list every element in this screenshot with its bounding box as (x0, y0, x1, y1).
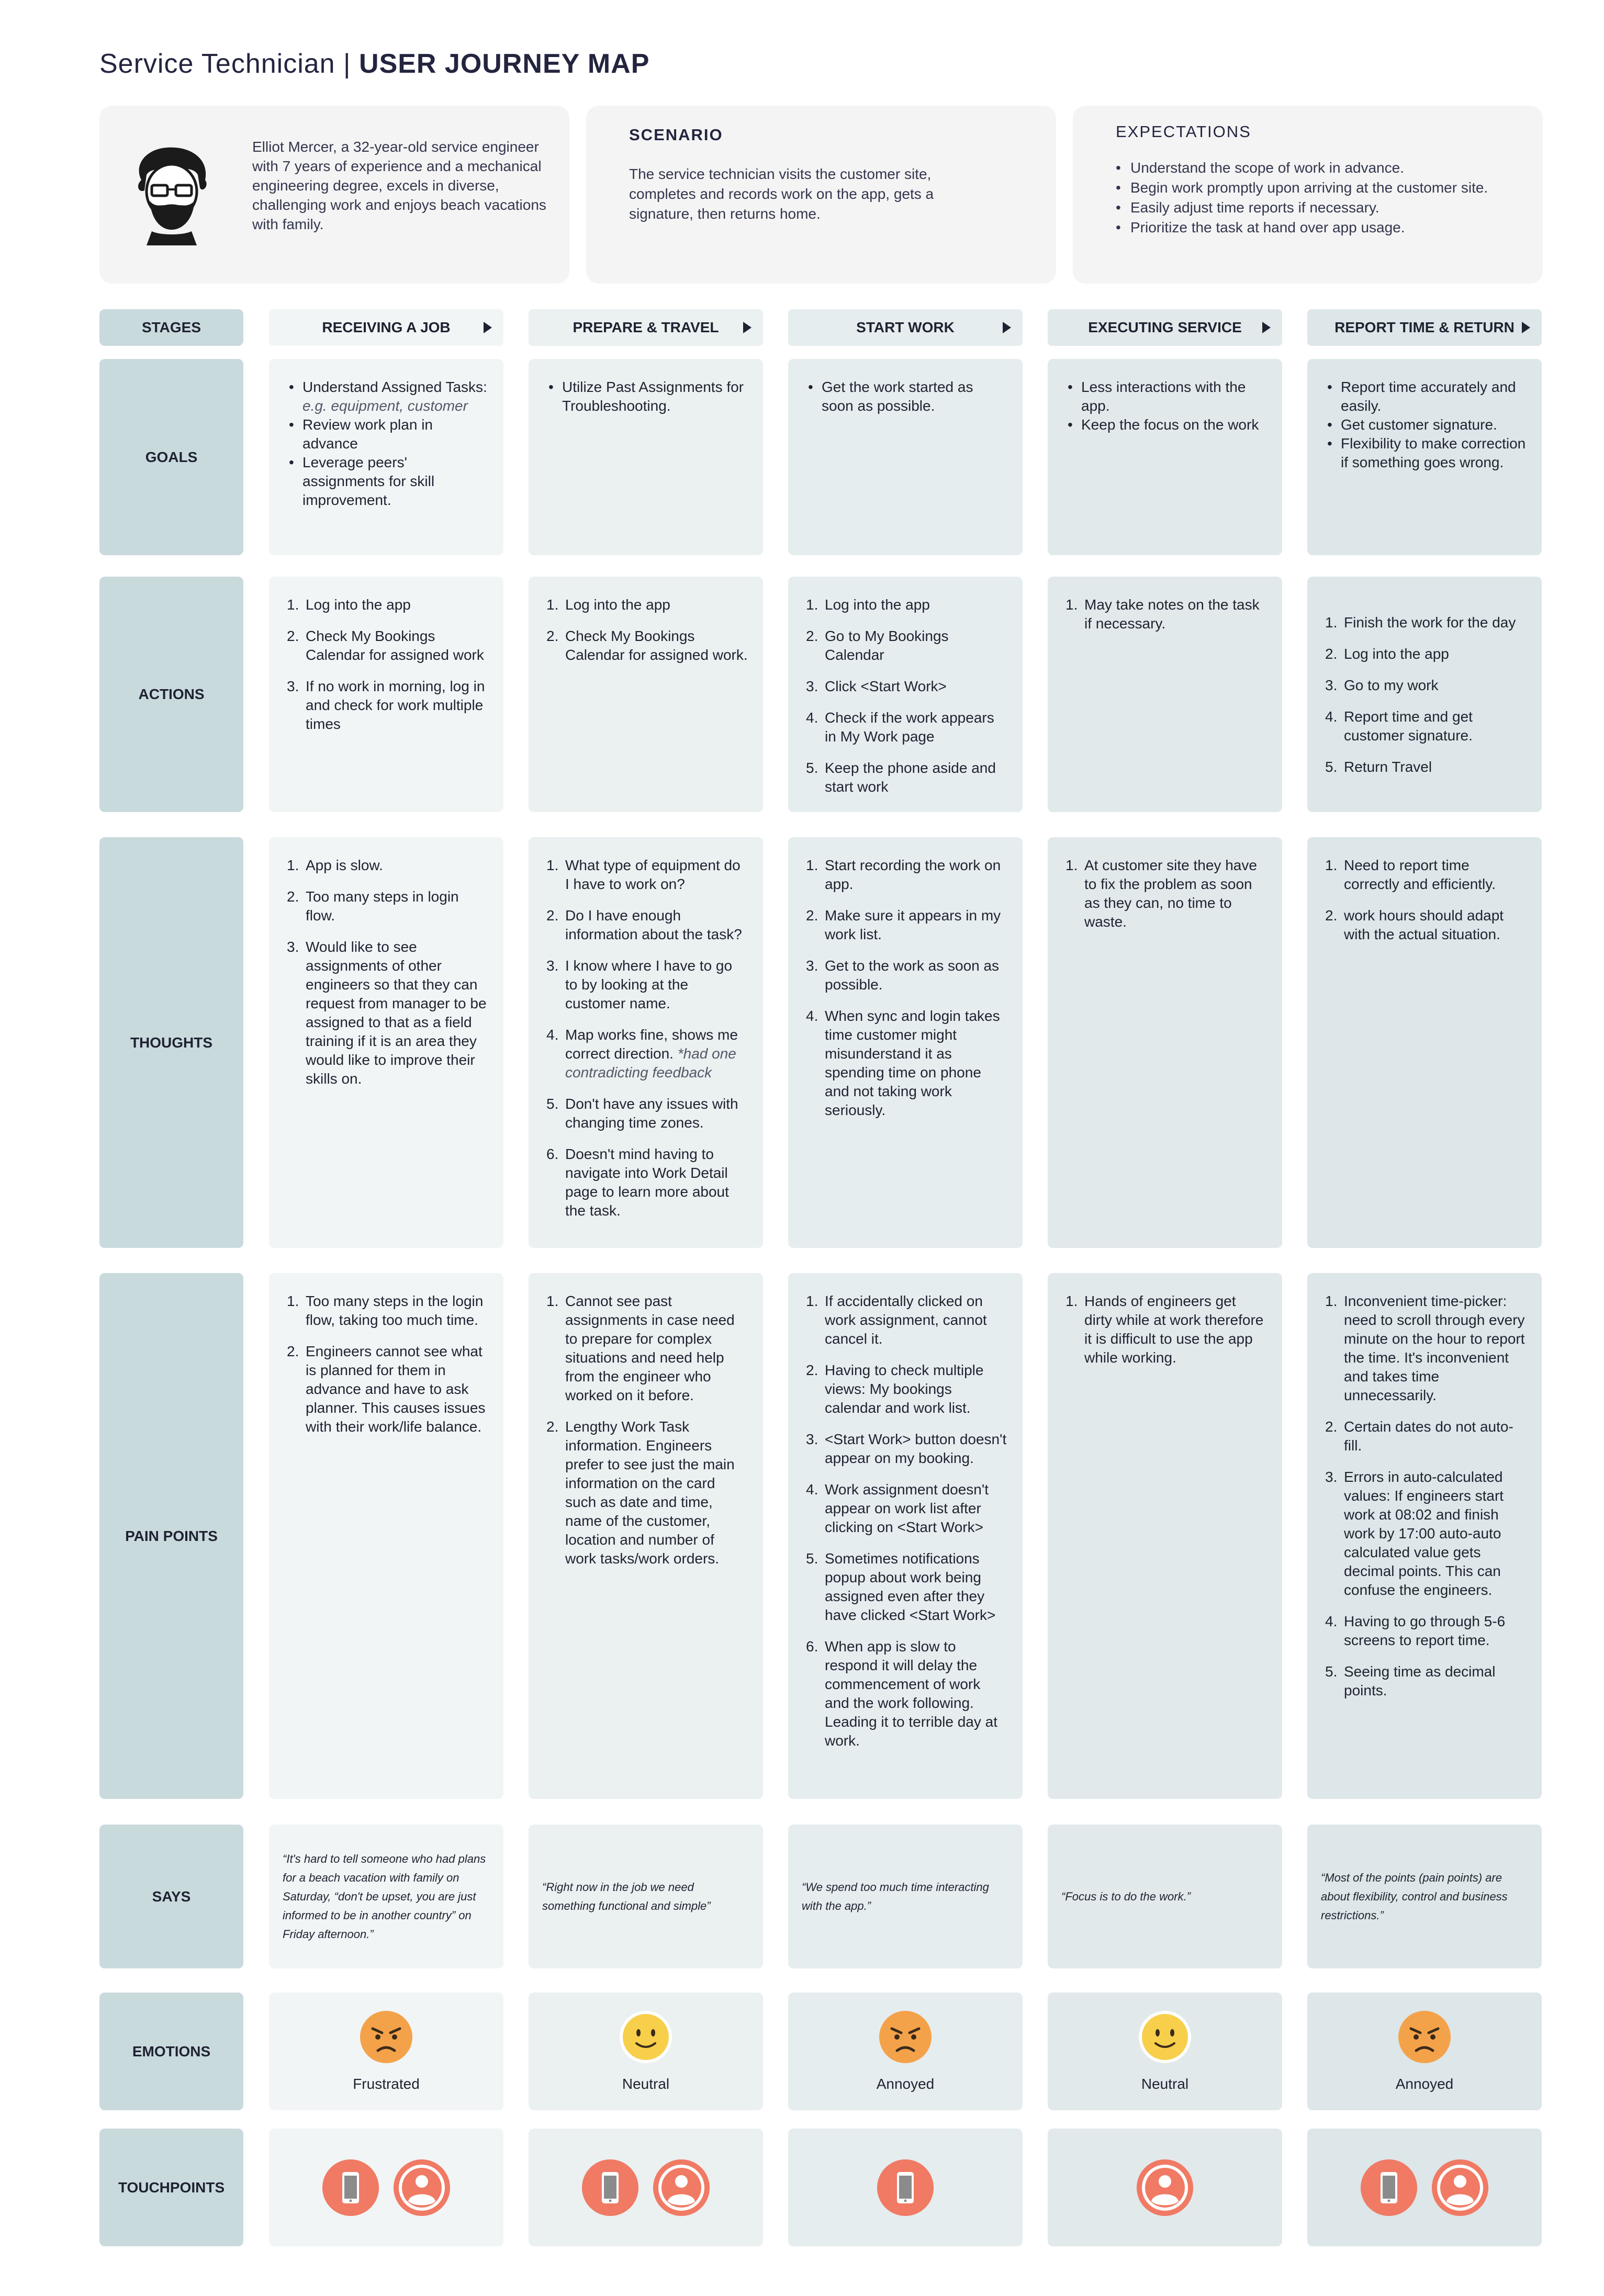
play-arrow-icon (1262, 322, 1271, 333)
scenario-text: The service technician visits the customer site, completes and records work on the app, gets a signature, then returns home. (629, 166, 934, 222)
says-quote: “Most of the points (pain points) are about flexibility, control and business restrictions.” (1307, 1825, 1542, 1968)
pain-point-item: 5. Sometimes notifications popup about work being assigned even after they have clicked <Start Work> (806, 1550, 996, 1623)
goal-item: • Keep the focus on the work (1065, 415, 1268, 434)
goal-item: • Flexibility to make correction if something goes wrong. (1325, 434, 1527, 472)
actions-cell (529, 577, 763, 812)
expectations-list (1116, 158, 1513, 238)
action-item: 4. Report time and get customer signature. (1325, 708, 1473, 744)
thought-item: 3. Would like to see assignments of other engineers so that they can request from manager to be assigned to that as a field training if it is an area they would like to improve their skills on. (287, 939, 487, 1087)
action-item: 5. Keep the phone aside and start work (806, 760, 996, 795)
engineer-avatar-icon (131, 143, 212, 248)
play-arrow-icon (1522, 322, 1530, 333)
goal-item: • Review work plan in advance (287, 415, 489, 453)
actions-cell (269, 577, 503, 812)
pain-point-item: 6. When app is slow to respond it will delay the commencement of work and the work following. Leading it to terrible day at work. (806, 1638, 997, 1749)
action-item: 1. Finish the work for the day (1325, 614, 1516, 631)
thought-item: 1. What type of equipment do I have to work on? (546, 857, 741, 892)
touchpoints-cell (1307, 2129, 1542, 2246)
action-item: 1. Log into the app (806, 596, 930, 613)
person-icon (1432, 2159, 1488, 2216)
phone-icon (877, 2159, 934, 2216)
pain-point-item: 5. Seeing time as decimal points. (1325, 1663, 1496, 1698)
row-label-says: SAYS (99, 1825, 243, 1968)
expectation-item: • Prioritize the task at hand over app usage. (1116, 218, 1513, 238)
actions-cell (1307, 577, 1542, 812)
scenario-heading: SCENARIO (629, 126, 723, 144)
persona-description: Elliot Mercer, a 32-year-old service engineer with 7 years of experience and a mechanical engineering degree, excels in diverse, challenging work and enjoys beach vacations with family. (252, 139, 546, 232)
pain-point-item: 1. Hands of engineers get dirty while at work therefore it is difficult to use the app while working. (1065, 1293, 1264, 1366)
emotion-cell (788, 1993, 1023, 2110)
person-icon (653, 2159, 710, 2216)
emotion-label: Neutral (1141, 2075, 1189, 2092)
goal-item: • Utilize Past Assignments for Troubleshooting. (546, 378, 748, 415)
actions-cell (1048, 577, 1282, 812)
thoughts-cell (1307, 837, 1542, 1248)
expectation-item: • Begin work promptly upon arriving at the customer site. (1116, 178, 1513, 198)
stage-prepare-travel: PREPARE & TRAVEL (529, 309, 763, 346)
thought-item: 2. work hours should adapt with the actual situation. (1325, 907, 1504, 942)
action-item: 2. Check My Bookings Calendar for assigned work. (546, 628, 748, 663)
row-label-thoughts: THOUGHTS (99, 837, 243, 1248)
pain-point-item: 4. Having to go through 5-6 screens to report time. (1325, 1613, 1506, 1648)
emotion-label: Neutral (622, 2075, 670, 2092)
thought-item: 6. Doesn't mind having to navigate into Work Detail page to learn more about the task. (546, 1146, 729, 1219)
goals-cell (1048, 359, 1282, 555)
thought-item: 3. Get to the work as soon as possible. (806, 958, 1000, 993)
row-label-emotions: EMOTIONS (99, 1993, 243, 2110)
row-label-touchpoints: TOUCHPOINTS (99, 2129, 243, 2246)
goal-item: • Report time accurately and easily. (1325, 378, 1527, 415)
action-item: 2. Check My Bookings Calendar for assigned work (287, 628, 484, 663)
action-item: 5. Return Travel (1325, 759, 1432, 775)
pain-points-cell (1048, 1273, 1282, 1799)
thought-item: 1. Start recording the work on app. (806, 857, 1001, 892)
says-quote: “Focus is to do the work.” (1048, 1825, 1282, 1968)
thought-item: 3. I know where I have to go to by looking at the customer name. (546, 958, 733, 1011)
goal-item: • Leverage peers' assignments for skill improvement. (287, 453, 489, 510)
goals-cell (269, 359, 503, 555)
goal-item: • Get the work started as soon as possible. (806, 378, 1008, 415)
phone-icon (322, 2159, 379, 2216)
action-item: 3. If no work in morning, log in and check for work multiple times (287, 678, 485, 732)
stage-receiving-a-job: RECEIVING A JOB (269, 309, 503, 346)
person-icon (394, 2159, 450, 2216)
says-quote: “Right now in the job we need something functional and simple” (529, 1825, 763, 1968)
neutral-face-icon (619, 2010, 673, 2064)
pain-points-cell (529, 1273, 763, 1799)
pain-point-item: 2. Lengthy Work Task information. Engineers prefer to see just the main information on the card such as date and time, name of the customer, location and number of work tasks/work orders. (546, 1419, 735, 1567)
phone-icon (582, 2159, 638, 2216)
phone-icon (1361, 2159, 1417, 2216)
touchpoints-cell (529, 2129, 763, 2246)
neutral-face-icon (1138, 2010, 1192, 2064)
expectations-card (1073, 106, 1543, 284)
thoughts-cell (269, 837, 503, 1248)
thought-item: 1. Need to report time correctly and efficiently. (1325, 857, 1496, 892)
pain-point-item: 1. Inconvenient time-picker: need to scroll through every minute on the hour to report the time. It's inconvenient and takes time unnecessarily. (1325, 1293, 1525, 1403)
frustrated-face-icon (359, 2010, 413, 2064)
emotion-cell (1048, 1993, 1282, 2110)
pain-points-cell (788, 1273, 1023, 1799)
annoyed-face-icon (878, 2010, 933, 2064)
says-quote: “We spend too much time interacting with the app.” (788, 1825, 1023, 1968)
pain-points-cell (1307, 1273, 1542, 1799)
goals-cell (1307, 359, 1542, 555)
goal-item: • Less interactions with the app. (1065, 378, 1268, 415)
pain-points-cell (269, 1273, 503, 1799)
thought-item: 5. Don't have any issues with changing time zones. (546, 1096, 738, 1131)
thought-item: 1. At customer site they have to fix the problem as soon as they can, no time to waste. (1065, 857, 1257, 930)
pain-point-item: 3. <Start Work> button doesn't appear on my booking. (806, 1431, 1007, 1466)
persona-card (99, 106, 569, 284)
action-item: 1. Log into the app (546, 596, 670, 613)
emotion-label: Frustrated (353, 2075, 420, 2092)
thought-item: 4. Map works fine, shows me correct direction. *had one contradicting feedback (546, 1027, 738, 1081)
pain-point-item: 1. Too many steps in the login flow, taking too much time. (287, 1293, 484, 1328)
thought-item: 4. When sync and login takes time customer might misunderstand it as spending time on phone and not taking work seriously. (806, 1008, 1000, 1118)
touchpoints-cell (1048, 2129, 1282, 2246)
play-arrow-icon (743, 322, 751, 333)
emotion-label: Annoyed (1395, 2075, 1454, 2092)
thought-item: 2. Do I have enough information about the task? (546, 907, 742, 942)
goals-cell (529, 359, 763, 555)
play-arrow-icon (484, 322, 492, 333)
emotion-cell (269, 1993, 503, 2110)
expectations-heading: EXPECTATIONS (1116, 122, 1251, 141)
action-item: 4. Check if the work appears in My Work page (806, 710, 994, 745)
annoyed-face-icon (1397, 2010, 1452, 2064)
row-label-goals: GOALS (99, 359, 243, 555)
pain-point-item: 1. Cannot see past assignments in case need to prepare for complex situations and need help from the engineer who worked on it before. (546, 1293, 735, 1403)
action-item: 1. May take notes on the task if necessary. (1065, 596, 1260, 632)
thought-item: 1. App is slow. (287, 857, 383, 873)
action-item: 2. Log into the app (1325, 646, 1449, 662)
thought-item: 2. Too many steps in login flow. (287, 888, 459, 924)
row-label-stages: STAGES (99, 309, 243, 346)
action-item: 1. Log into the app (287, 596, 411, 613)
scenario-card (586, 106, 1056, 284)
pain-point-item: 3. Errors in auto-calculated values: If engineers start work at 08:02 and finish work by 17:00 auto-auto calculated value gets decimal points. This can confuse the engineers. (1325, 1469, 1504, 1598)
emotion-cell (529, 1993, 763, 2110)
expectation-item: • Understand the scope of work in advance. (1116, 158, 1513, 178)
pain-point-item: 1. If accidentally clicked on work assignment, cannot cancel it. (806, 1293, 987, 1347)
touchpoints-cell (788, 2129, 1023, 2246)
emotion-cell (1307, 1993, 1542, 2110)
pain-point-item: 2. Certain dates do not auto-fill. (1325, 1419, 1513, 1454)
page-title: Service Technician | USER JOURNEY MAP (99, 49, 650, 79)
pain-point-item: 2. Engineers cannot see what is planned for them in advance and have to ask planner. This causes issues with their work/life balance. (287, 1343, 486, 1435)
action-item: 3. Go to my work (1325, 677, 1439, 693)
thoughts-cell (788, 837, 1023, 1248)
touchpoints-cell (269, 2129, 503, 2246)
thoughts-cell (1048, 837, 1282, 1248)
action-item: 2. Go to My Bookings Calendar (806, 628, 949, 663)
pain-point-item: 4. Work assignment doesn't appear on work list after clicking on <Start Work> (806, 1481, 989, 1535)
person-icon (1137, 2159, 1193, 2216)
actions-cell (788, 577, 1023, 812)
row-label-pain-points: PAIN POINTS (99, 1273, 243, 1799)
stage-start-work: START WORK (788, 309, 1023, 346)
goals-cell (788, 359, 1023, 555)
play-arrow-icon (1003, 322, 1011, 333)
row-label-actions: ACTIONS (99, 577, 243, 812)
expectation-item: • Easily adjust time reports if necessary. (1116, 198, 1513, 218)
says-quote: “It's hard to tell someone who had plans for a beach vacation with family on Saturday, “don't be upset, you are just informed to be in another country” on Friday afternoon.” (269, 1825, 503, 1968)
stage-executing-service: EXECUTING SERVICE (1048, 309, 1282, 346)
emotion-label: Annoyed (876, 2075, 935, 2092)
thought-item: 2. Make sure it appears in my work list. (806, 907, 1001, 942)
pain-point-item: 2. Having to check multiple views: My bookings calendar and work list. (806, 1362, 984, 1416)
goal-item: • Get customer signature. (1325, 415, 1527, 434)
thoughts-cell (529, 837, 763, 1248)
action-item: 3. Click <Start Work> (806, 678, 947, 694)
stage-report-time-return: REPORT TIME & RETURN (1307, 309, 1542, 346)
goal-item: • Understand Assigned Tasks: e.g. equipment, customer (287, 378, 489, 415)
